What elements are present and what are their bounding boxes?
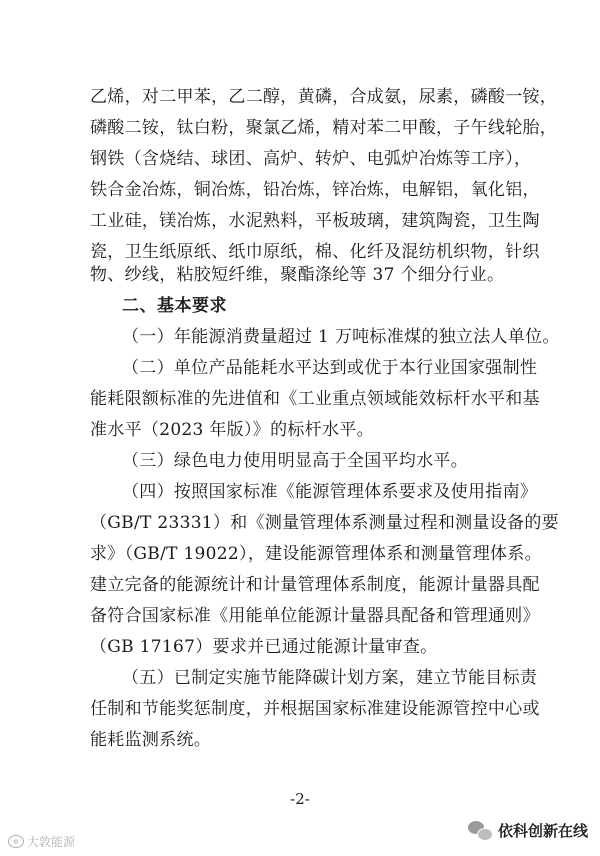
watermark-left-text: 大敦能源 bbox=[27, 835, 76, 849]
paragraph-2-line: （二）单位产品能耗水平达到或优于本行业国家强制性 bbox=[122, 358, 538, 378]
paragraph-4-line: （GB/T 23331）和《测量管理体系测量过程和测量设备的要 bbox=[90, 513, 559, 533]
watermark-left bbox=[8, 833, 75, 850]
paragraph-4-line: 建立完备的能源统计和计量管理体系制度，能源计量器具配 bbox=[90, 575, 540, 595]
wechat-icon bbox=[468, 821, 492, 841]
paragraph-5-line: （五）已制定实施节能降碳计划方案，建立节能目标责 bbox=[122, 668, 538, 688]
paragraph-4-line: 求》（GB/T 19022），建设能源管理体系和测量管理体系。 bbox=[90, 544, 542, 564]
paragraph-5-line: 能耗监测系统。 bbox=[90, 730, 212, 750]
watermark-logo-icon: e bbox=[8, 835, 24, 848]
body-text-line: 磷酸二铵，钛白粉，聚氯乙烯，精对苯二甲酸，子午线轮胎， bbox=[90, 118, 558, 138]
watermark-right-text: 依科创新在线 bbox=[497, 822, 588, 840]
body-text-line: 工业硅，镁冶炼，水泥熟料，平板玻璃，建筑陶瓷，卫生陶 bbox=[90, 211, 540, 231]
paragraph-5-line: 任制和节能奖惩制度，并根据国家标准建设能源管控中心或 bbox=[90, 699, 540, 719]
body-text-line: 物、纱线，粘胶短纤维，聚酯涤纶等 37 个细分行业。 bbox=[90, 265, 505, 285]
body-text-line: 铁合金冶炼，铜冶炼，铅冶炼，锌冶炼，电解铝，氧化铝， bbox=[90, 180, 540, 200]
paragraph-4-line: （GB 17167）要求并已通过能源计量审查。 bbox=[90, 637, 438, 657]
body-text-line: 乙烯，对二甲苯，乙二醇，黄磷，合成氨，尿素，磷酸一铵， bbox=[90, 87, 558, 107]
section-heading: 二、基本要求 bbox=[122, 296, 227, 316]
paragraph-3-line: （三）绿色电力使用明显高于全国平均水平。 bbox=[122, 451, 468, 471]
paragraph-4-line: 备符合国家标准《用能单位能源计量器具配备和管理通则》 bbox=[90, 606, 540, 626]
paragraph-2-line: 能耗限额标准的先进值和《工业重点领域能效标杆水平和基 bbox=[90, 389, 540, 409]
page-number: -2- bbox=[290, 790, 310, 808]
body-text-line: 瓷，卫生纸原纸、纸巾原纸，棉、化纤及混纺机织物，针织 bbox=[90, 242, 540, 262]
paragraph-4-line: （四）按照国家标准《能源管理体系要求及使用指南》 bbox=[122, 482, 538, 502]
body-text-line: 钢铁（含烧结、球团、高炉、转炉、电弧炉冶炼等工序）， bbox=[90, 149, 532, 169]
watermark-right bbox=[468, 820, 588, 841]
paragraph-1-line: （一）年能源消费量超过 1 万吨标准煤的独立法人单位。 bbox=[122, 327, 560, 347]
paragraph-2-line: 准水平（2023 年版）》的标杆水平。 bbox=[90, 420, 374, 440]
